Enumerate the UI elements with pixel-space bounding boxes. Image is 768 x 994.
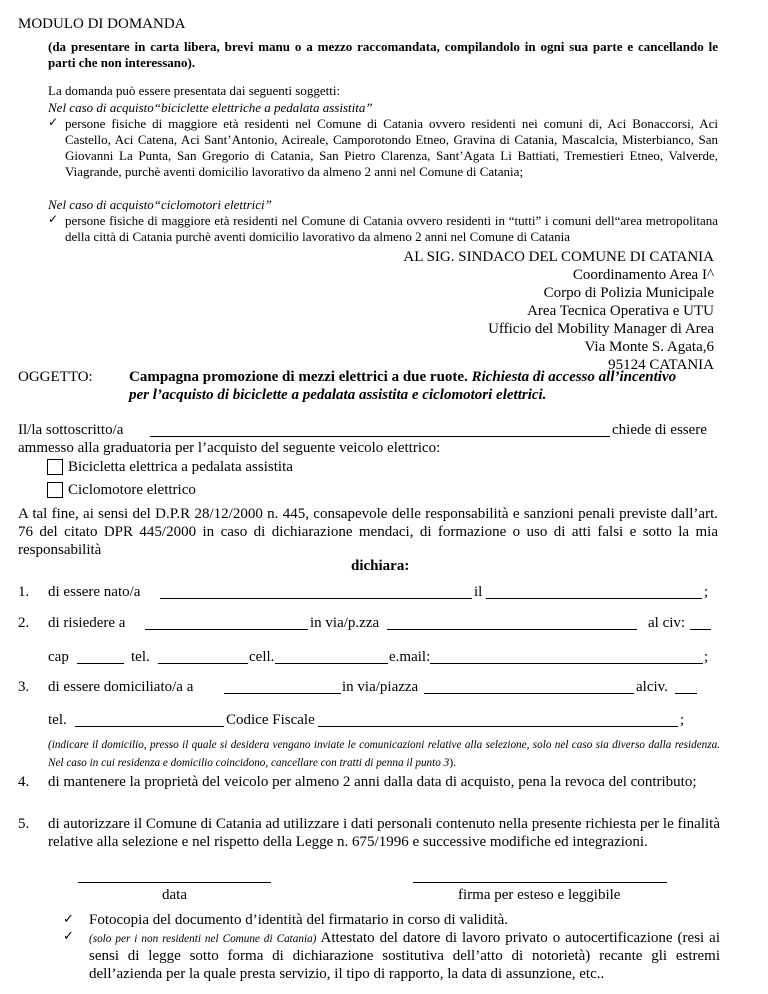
item-end: ;	[704, 584, 709, 600]
email-label: e.mail:	[389, 649, 431, 665]
declaration-intro: A tal fine, ai sensi del D.P.R 28/12/2000 n. 445, consapevole delle responsabilità e sanzioni penali previste dall’art. 76 del citato DPR 445/2000 in caso di dichiarazione mendaci, di formazione o uso di atti falsi e sotto la mia responsabilità	[18, 506, 718, 558]
domicile-street-field[interactable]	[424, 693, 634, 694]
subject-line2: per l’acquisto di biciclette a pedalata assistita e ciclomotori elettrici.	[129, 387, 547, 403]
checkbox-bicycle[interactable]	[47, 459, 63, 475]
check-icon: ✓	[63, 929, 74, 944]
residence-city-field[interactable]	[145, 629, 308, 630]
attachment-2-note: (solo per i non residenti nel Comune di Catania)	[89, 933, 317, 945]
cap-field[interactable]	[77, 663, 124, 664]
residence-number-field[interactable]	[690, 629, 711, 630]
form-title: MODULO DI DOMANDA	[18, 16, 186, 32]
domicile-city-field[interactable]	[224, 693, 341, 694]
case1-text: persone fisiche di maggiore età residenti nel Comune di Catania ovvero residenti nei comuni di, Aci Bonaccorsi, Aci Castello, Aci Catena, Aci Sant’Antonio, Acireale, Camporotondo Etneo, Gravina di Catania, Mascalcia, Misterbianco, San Giovanni La Punta, San Gregorio di Catania, San Pietro Clarenza, Sant’Agata Li Battiati, Tremestieri Etneo, Valverde, Viagrande, purchè aventi domicilio lavorativo da almeno 2 anni nel Comune di Catania;	[65, 116, 718, 179]
option-moped-label: Ciclomotore elettrico	[68, 482, 196, 498]
item-number: 3.	[18, 679, 30, 695]
domicile-note-end: ).	[449, 755, 457, 769]
undersigned-label: Il/la sottoscritto/a	[18, 422, 124, 438]
domicile-note	[48, 735, 720, 771]
addressee-line: AL SIG. SINDACO DEL COMUNE DI CATANIA	[403, 249, 714, 265]
domicile-city-label: di essere domiciliato/a a	[48, 679, 194, 695]
signature-field[interactable]	[413, 882, 667, 883]
domicile-street-label: in via/piazza	[342, 679, 419, 695]
addressee-line: Via Monte S. Agata,6	[584, 339, 714, 355]
item-5-text: di autorizzare il Comune di Catania ad utilizzare i dati personali contenuto nella presente richiesta per le finalità relative alla selezione e nel rispetto della Legge n. 675/1996 e successive modifiche ed integrazioni.	[48, 816, 720, 850]
item-number: 5.	[18, 816, 30, 832]
declaration-heading: dichiara:	[351, 558, 410, 574]
attachment-2-text: Attestato del datore di lavoro privato o autocertificazione (resi ai sensi di legge sotto forma di dichiarazione sostitutiva dell’atto di notorietà) recante gli estremi dell’azienda per la quale presta servizio, il tipo di rapporto, la data di assunzione, etc..	[89, 930, 720, 982]
domicile-tel-field[interactable]	[75, 726, 224, 727]
check-icon: ✓	[63, 912, 74, 927]
item-4-text: di mantenere la proprietà del veicolo per almeno 2 anni dalla data di acquisto, pena la revoca del contributo;	[48, 774, 697, 790]
signature-label: firma per esteso e leggibile	[458, 887, 621, 903]
residence-street-field[interactable]	[387, 629, 637, 630]
subject-bold: Campagna promozione di mezzi elettrici a due ruote.	[129, 369, 468, 385]
subject-label: OGGETTO:	[18, 369, 93, 385]
fiscal-code-field[interactable]	[318, 726, 678, 727]
check-icon: ✓	[48, 115, 59, 129]
email-field[interactable]	[430, 663, 703, 664]
item-end: ;	[704, 649, 709, 665]
form-instructions: (da presentare in carta libera, brevi manu o a mezzo raccomandata, compilandolo in ogni sua parte e cancellando le parti che non interessano).	[48, 39, 718, 70]
checkbox-moped[interactable]	[47, 482, 63, 498]
birthdate-field[interactable]	[486, 598, 702, 599]
addressee-line: 95124 CATANIA	[608, 357, 714, 373]
domicile-number-field[interactable]	[675, 693, 697, 694]
item-number: 2.	[18, 615, 30, 631]
subject-bold-italic-1: Richiesta di accesso all’incentivo	[471, 369, 677, 385]
tel-field[interactable]	[158, 663, 248, 664]
case2-text: persone fisiche di maggiore età residenti nel Comune di Catania ovvero residenti in “tutti” i comuni dell“area metropolitana della città di Catania purchè aventi domicilio lavorativo da almeno 2 anni nel Comune di Catania	[65, 213, 718, 244]
item-number: 4.	[18, 774, 30, 790]
subject-line1	[129, 368, 676, 386]
birthplace-field[interactable]	[160, 598, 472, 599]
fiscal-code-label: Codice Fiscale	[226, 712, 315, 728]
date-field[interactable]	[78, 882, 271, 883]
domicile-tel-label: tel.	[48, 712, 67, 728]
date-label: data	[162, 887, 187, 903]
attachment-1: Fotocopia del documento d’identità del firmatario in corso di validità.	[89, 912, 509, 928]
attachment-2	[89, 929, 720, 983]
domicile-note-text: (indicare il domicilio, presso il quale si desidera vengano inviate le comunicazioni relative alla selezione, solo nel caso sia diverso dalla residenza. Nel caso in cui residenza e domicilio coincidono, cancellare con tratti di penna il punto 3	[48, 739, 720, 769]
request-end: chiede di essere	[612, 422, 707, 438]
birthplace-label: di essere nato/a	[48, 584, 141, 600]
cap-label: cap	[48, 649, 69, 665]
addressee-line: Corpo di Polizia Municipale	[543, 285, 714, 301]
case2-title: Nel caso di acquisto“ciclomotori elettrici”	[48, 197, 272, 212]
addressee-line: Coordinamento Area I^	[572, 267, 714, 283]
case1-title: Nel caso di acquisto“biciclette elettriche a pedalata assistita”	[48, 100, 373, 115]
item-number: 1.	[18, 584, 30, 600]
eligibility-intro: La domanda può essere presentata dai seguenti soggetti:	[48, 83, 341, 98]
birthdate-label: il	[474, 584, 483, 600]
cell-label: cell.	[249, 649, 275, 665]
addressee-line: Ufficio del Mobility Manager di Area	[488, 321, 714, 337]
name-field[interactable]	[150, 436, 610, 437]
cell-field[interactable]	[275, 663, 388, 664]
residence-city-label: di risiedere a	[48, 615, 126, 631]
domicile-number-label: alciv.	[636, 679, 668, 695]
check-icon: ✓	[48, 212, 59, 226]
residence-number-label: al civ:	[648, 615, 686, 631]
option-bicycle-label: Bicicletta elettrica a pedalata assistita	[68, 459, 293, 475]
tel-label: tel.	[131, 649, 150, 665]
item-end: ;	[680, 712, 685, 728]
request-line2: ammesso alla graduatoria per l’acquisto del seguente veicolo elettrico:	[18, 440, 441, 456]
addressee-line: Area Tecnica Operativa e UTU	[527, 303, 714, 319]
residence-street-label: in via/p.zza	[310, 615, 380, 631]
